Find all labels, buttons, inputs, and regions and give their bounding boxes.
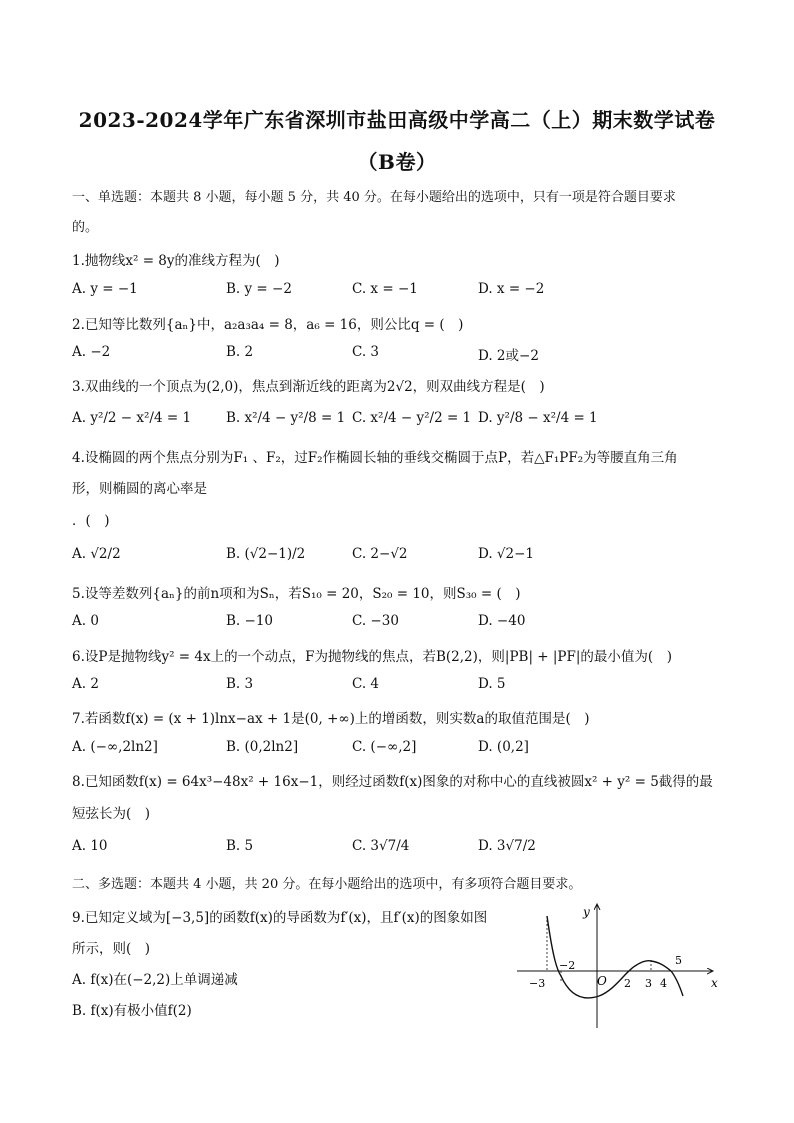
q3-option-c[interactable]: C. x²/4 − y²/2 = 1: [352, 410, 472, 426]
q2-option-c[interactable]: C. 3: [352, 344, 380, 360]
q5-stem: 5.设等差数列{aₙ}的前n项和为Sₙ，若S₁₀ = 20，S₂₀ = 10，则S₃₀ = ( ): [72, 586, 521, 602]
q3-option-a[interactable]: A. y²/2 − x²/4 = 1: [72, 410, 192, 426]
q2-option-a[interactable]: A. −2: [72, 344, 111, 360]
tick-label-3: 3: [645, 977, 652, 990]
tick-label-2: 2: [624, 977, 631, 990]
q1-option-d[interactable]: D. x = −2: [478, 281, 545, 297]
q8-option-d[interactable]: D. 3√7/2: [478, 838, 536, 854]
q6-option-a[interactable]: A. 2: [72, 676, 99, 692]
q8-option-c[interactable]: C. 3√7/4: [352, 838, 410, 854]
q7-stem: 7.若函数f(x) = (x + 1)lnx−ax + 1是(0, +∞)上的增函数，则实数a的取值范围是( ): [72, 711, 590, 727]
q4-option-c[interactable]: C. 2−√2: [352, 546, 408, 562]
q3-option-d[interactable]: D. y²/8 − x²/4 = 1: [478, 410, 598, 426]
q7-option-a[interactable]: A. (−∞,2ln2]: [72, 739, 158, 755]
q9-stem: 9.已知定义域为[−3,5]的函数f(x)的导函数为f′(x)，且f′(x)的图象如图: [72, 910, 488, 926]
tick-label-minus2: −2: [559, 959, 576, 972]
q8-option-a[interactable]: A. 10: [72, 838, 108, 854]
tick-label-5: 5: [675, 954, 682, 967]
section2-heading: 二、多选题：本题共 4 小题，共 20 分。在每小题给出的选项中，有多项符合题目要求。: [72, 877, 582, 892]
q5-option-b[interactable]: B. −10: [226, 613, 273, 629]
section1-heading: 一、单选题：本题共 8 小题，每小题 5 分，共 40 分。在每小题给出的选项中，只有一项是符合题目要求: [72, 190, 676, 205]
q5-option-d[interactable]: D. −40: [478, 613, 526, 629]
exam-title: 2023-2024学年广东省深圳市盐田高级中学高二（上）期末数学试卷: [78, 108, 716, 132]
q3-stem: 3.双曲线的一个顶点为(2,0)，焦点到渐近线的距离为2√2，则双曲线方程是( ): [72, 379, 545, 395]
q7-option-b[interactable]: B. (0,2ln2]: [226, 739, 299, 755]
tick-label-minus3: −3: [529, 977, 546, 990]
q3-option-b[interactable]: B. x²/4 − y²/8 = 1: [226, 410, 346, 426]
q4-stem-end: ．( ): [72, 513, 110, 529]
q1-option-a[interactable]: A. y = −1: [72, 281, 138, 297]
q8-stem: 8.已知函数f(x) = 64x³−48x² + 16x−1，则经过函数f(x)图象的对称中心的直线被圆x² + y² = 5截得的最: [72, 774, 713, 790]
q1-option-c[interactable]: C. x = −1: [352, 281, 418, 297]
q6-option-b[interactable]: B. 3: [226, 676, 254, 692]
q1-option-b[interactable]: B. y = −2: [226, 281, 292, 297]
q2-option-b[interactable]: B. 2: [226, 344, 254, 360]
q2-option-d[interactable]: D. 2或−2: [478, 348, 539, 364]
q5-option-c[interactable]: C. −30: [352, 613, 399, 629]
q1-stem: 1.抛物线x² = 8y的准线方程为( ): [72, 253, 280, 269]
origin-label: O: [597, 974, 607, 988]
section1-heading-cont: 的。: [72, 220, 99, 235]
q9-stem-cont: 所示，则( ): [72, 941, 151, 957]
q6-stem: 6.设P是抛物线y² = 4x上的一个动点，F为抛物线的焦点，若B(2,2)，则|PB| + |PF|的最小值为( ): [72, 649, 672, 665]
q8-option-b[interactable]: B. 5: [226, 838, 254, 854]
q4-option-a[interactable]: A. √2/2: [72, 546, 121, 562]
q5-option-a[interactable]: A. 0: [72, 613, 99, 629]
derivative-graph: [515, 898, 725, 1033]
y-axis-label: y: [583, 905, 590, 919]
q4-stem: 4.设椭圆的两个焦点分别为F₁ 、F₂，过F₂作椭圆长轴的垂线交椭圆于点P，若△F₁PF₂为等腰直角三角: [72, 450, 678, 466]
q6-option-c[interactable]: C. 4: [352, 676, 380, 692]
q4-option-b[interactable]: B. (√2−1)/2: [226, 546, 306, 562]
q2-stem: 2.已知等比数列{aₙ}中，a₂a₃a₄ = 8，a₆ = 16，则公比q = ( ): [72, 317, 464, 333]
q9-option-a[interactable]: A. f(x)在(−2,2)上单调递减: [72, 972, 238, 988]
q7-option-c[interactable]: C. (−∞,2]: [352, 739, 417, 755]
q9-option-b[interactable]: B. f(x)有极小值f(2): [72, 1003, 192, 1019]
q4-stem-cont: 形，则椭圆的离心率是: [72, 481, 207, 497]
x-axis-label: x: [711, 976, 718, 990]
q8-stem-cont: 短弦长为( ): [72, 806, 151, 822]
q6-option-d[interactable]: D. 5: [478, 676, 506, 692]
q4-option-d[interactable]: D. √2−1: [478, 546, 535, 562]
tick-label-4: 4: [660, 977, 667, 990]
exam-subtitle: （B卷）: [357, 150, 437, 174]
q7-option-d[interactable]: D. (0,2]: [478, 739, 529, 755]
